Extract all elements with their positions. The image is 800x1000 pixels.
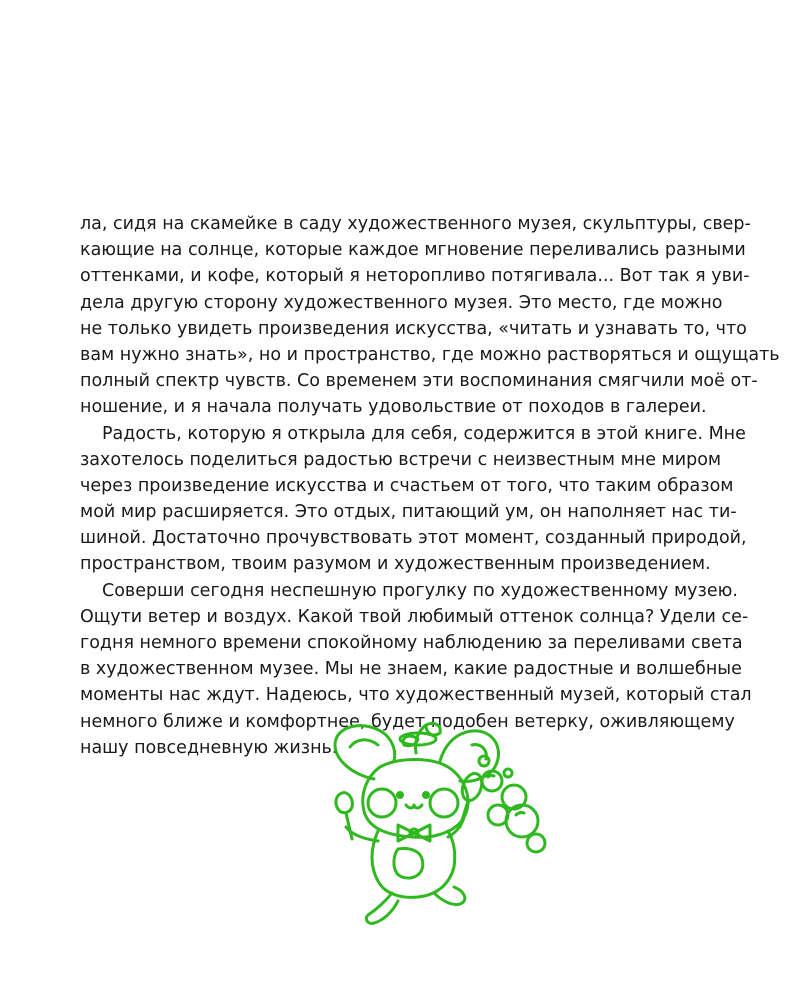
text-line: полный спектр чувств. Со временем эти воспоминания смягчили моё от-	[80, 371, 758, 392]
mouse-with-bubble-wand-icon	[322, 717, 552, 932]
text-line: ношение, и я начала получать удовольствие от походов в галереи.	[80, 397, 707, 418]
text-line: кающие на солнце, которые каждое мгновение переливались разными	[80, 240, 746, 261]
text-line: дела другую сторону художественного музея. Это место, где можно	[80, 292, 723, 313]
text-line: нашу повседневную жизнь.	[80, 737, 338, 758]
text-line: ла, сидя на скамейке в саду художественного музея, скульптуры, свер-	[80, 214, 751, 234]
text-line: в художественном музее. Мы не знаем, какие радостные и волшебные	[80, 659, 742, 680]
text-line: годня немного времени спокойному наблюдению за переливами света	[80, 633, 743, 653]
paragraph	[80, 421, 747, 578]
text-line: не только увидеть произведения искусства, «читать и узнавать то, что	[80, 318, 747, 339]
body-text	[80, 211, 780, 761]
text-line: шиной. Достаточно прочувствовать этот момент, созданный природой,	[80, 528, 747, 549]
text-line: мой мир расширяется. Это отдых, питающий ум, он наполняет нас ти-	[80, 502, 737, 523]
text-line: через произведение искусства и счастьем от того, что таким образом	[80, 475, 734, 496]
text-line: вам нужно знать», но и пространство, где можно растворяться и ощущать	[80, 344, 780, 365]
text-line: захотелось поделиться радостью встречи с неизвестным мне миром	[80, 449, 722, 470]
text-line: оттенками, и кофе, который я неторопливо потягивала... Вот так я уви-	[80, 266, 750, 287]
paragraph	[80, 211, 780, 421]
text-line: пространством, твоим разумом и художественным произведением.	[80, 554, 711, 575]
text-line: моменты нас ждут. Надеюсь, что художественный музей, который стал	[80, 685, 752, 706]
text-line: Соверши сегодня неспешную прогулку по художественному музею.	[102, 580, 738, 601]
text-line: Радость, которую я открыла для себя, содержится в этой книге. Мне	[102, 423, 746, 444]
text-line: немного ближе и комфортнее, будет подобен ветерку, оживляющему	[80, 711, 735, 732]
text-line: Ощути ветер и воздух. Какой твой любимый оттенок солнца? Удели се-	[80, 606, 749, 627]
